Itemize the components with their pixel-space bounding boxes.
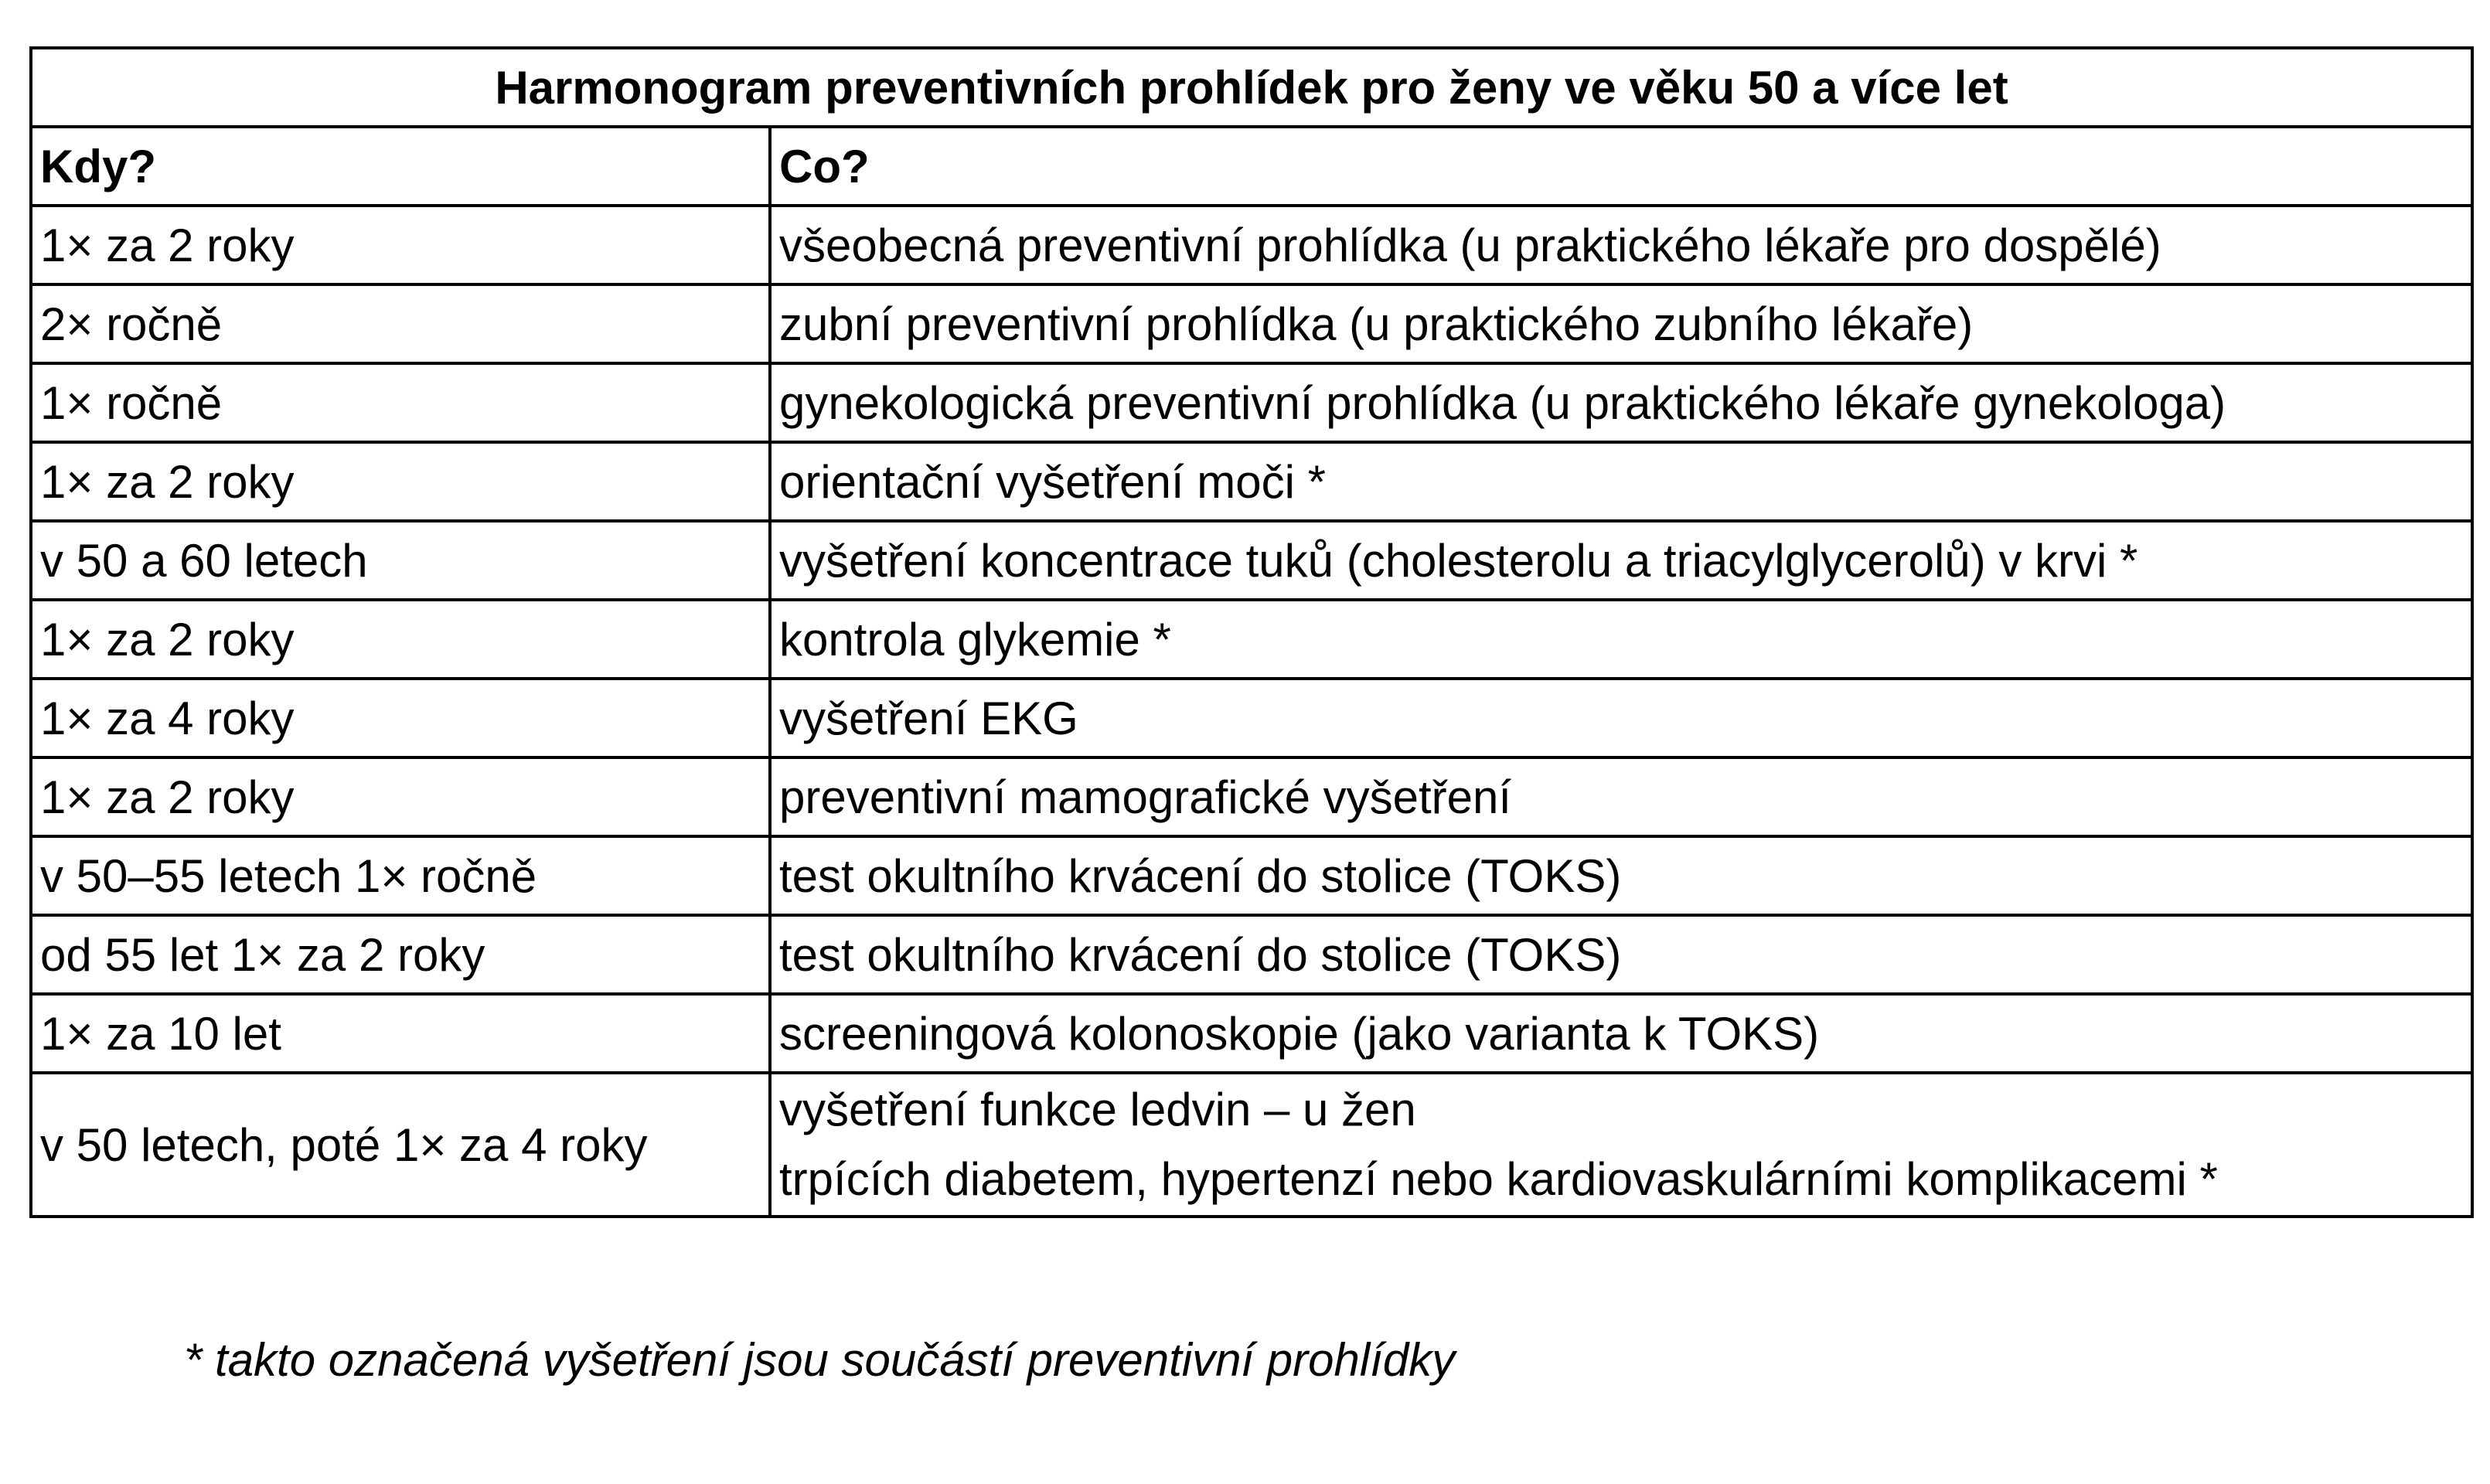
cell-kdy: 1× za 10 let [31, 994, 770, 1073]
cell-co: orientační vyšetření moči * [770, 442, 2472, 521]
table-title: Harmonogram preventivních prohlídek pro ženy ve věku 50 a více let [31, 48, 2472, 127]
cell-kdy: v 50 letech, poté 1× za 4 roky [31, 1073, 770, 1217]
table-row [31, 679, 2472, 757]
column-header-kdy: Kdy? [31, 127, 770, 206]
table-row [31, 284, 2472, 363]
cell-kdy: 1× za 4 roky [31, 679, 770, 757]
cell-co: všeobecná preventivní prohlídka (u praktického lékaře pro dospělé) [770, 206, 2472, 284]
table-row [31, 836, 2472, 915]
table-row [31, 521, 2472, 600]
cell-co: vyšetření EKG [770, 679, 2472, 757]
column-header-co: Co? [770, 127, 2472, 206]
table-row [31, 1073, 2472, 1217]
cell-kdy: 2× ročně [31, 284, 770, 363]
cell-kdy: 1× za 2 roky [31, 206, 770, 284]
exam-schedule-table [29, 46, 2474, 1218]
cell-co: kontrola glykemie * [770, 600, 2472, 679]
cell-co: gynekologická preventivní prohlídka (u praktického lékaře gynekologa) [770, 363, 2472, 442]
table-row [31, 915, 2472, 994]
table-row [31, 757, 2472, 836]
table-row [31, 363, 2472, 442]
cell-co: vyšetření koncentrace tuků (cholesterolu a triacylglycerolů) v krvi * [770, 521, 2472, 600]
table-title-row [31, 48, 2472, 127]
cell-co: zubní preventivní prohlídka (u praktického zubního lékaře) [770, 284, 2472, 363]
footnote: * takto označená vyšetření jsou součástí preventivní prohlídky [184, 1334, 1456, 1386]
table-header-row [31, 127, 2472, 206]
cell-kdy: 1× za 2 roky [31, 757, 770, 836]
cell-co-line: trpících diabetem, hypertenzí nebo kardiovaskulárními komplikacemi * [779, 1153, 2218, 1205]
cell-kdy: od 55 let 1× za 2 roky [31, 915, 770, 994]
table-row [31, 994, 2472, 1073]
cell-kdy: 1× ročně [31, 363, 770, 442]
cell-co: test okultního krvácení do stolice (TOKS) [770, 836, 2472, 915]
table-row [31, 206, 2472, 284]
cell-kdy: v 50–55 letech 1× ročně [31, 836, 770, 915]
cell-kdy: 1× za 2 roky [31, 442, 770, 521]
table-row [31, 600, 2472, 679]
cell-co: screeningová kolonoskopie (jako varianta k TOKS) [770, 994, 2472, 1073]
cell-co: test okultního krvácení do stolice (TOKS) [770, 915, 2472, 994]
cell-co [770, 1073, 2472, 1217]
cell-kdy: v 50 a 60 letech [31, 521, 770, 600]
cell-co-line: vyšetření funkce ledvin – u žen [779, 1084, 1416, 1135]
table-row [31, 442, 2472, 521]
cell-co: preventivní mamografické vyšetření [770, 757, 2472, 836]
cell-kdy: 1× za 2 roky [31, 600, 770, 679]
